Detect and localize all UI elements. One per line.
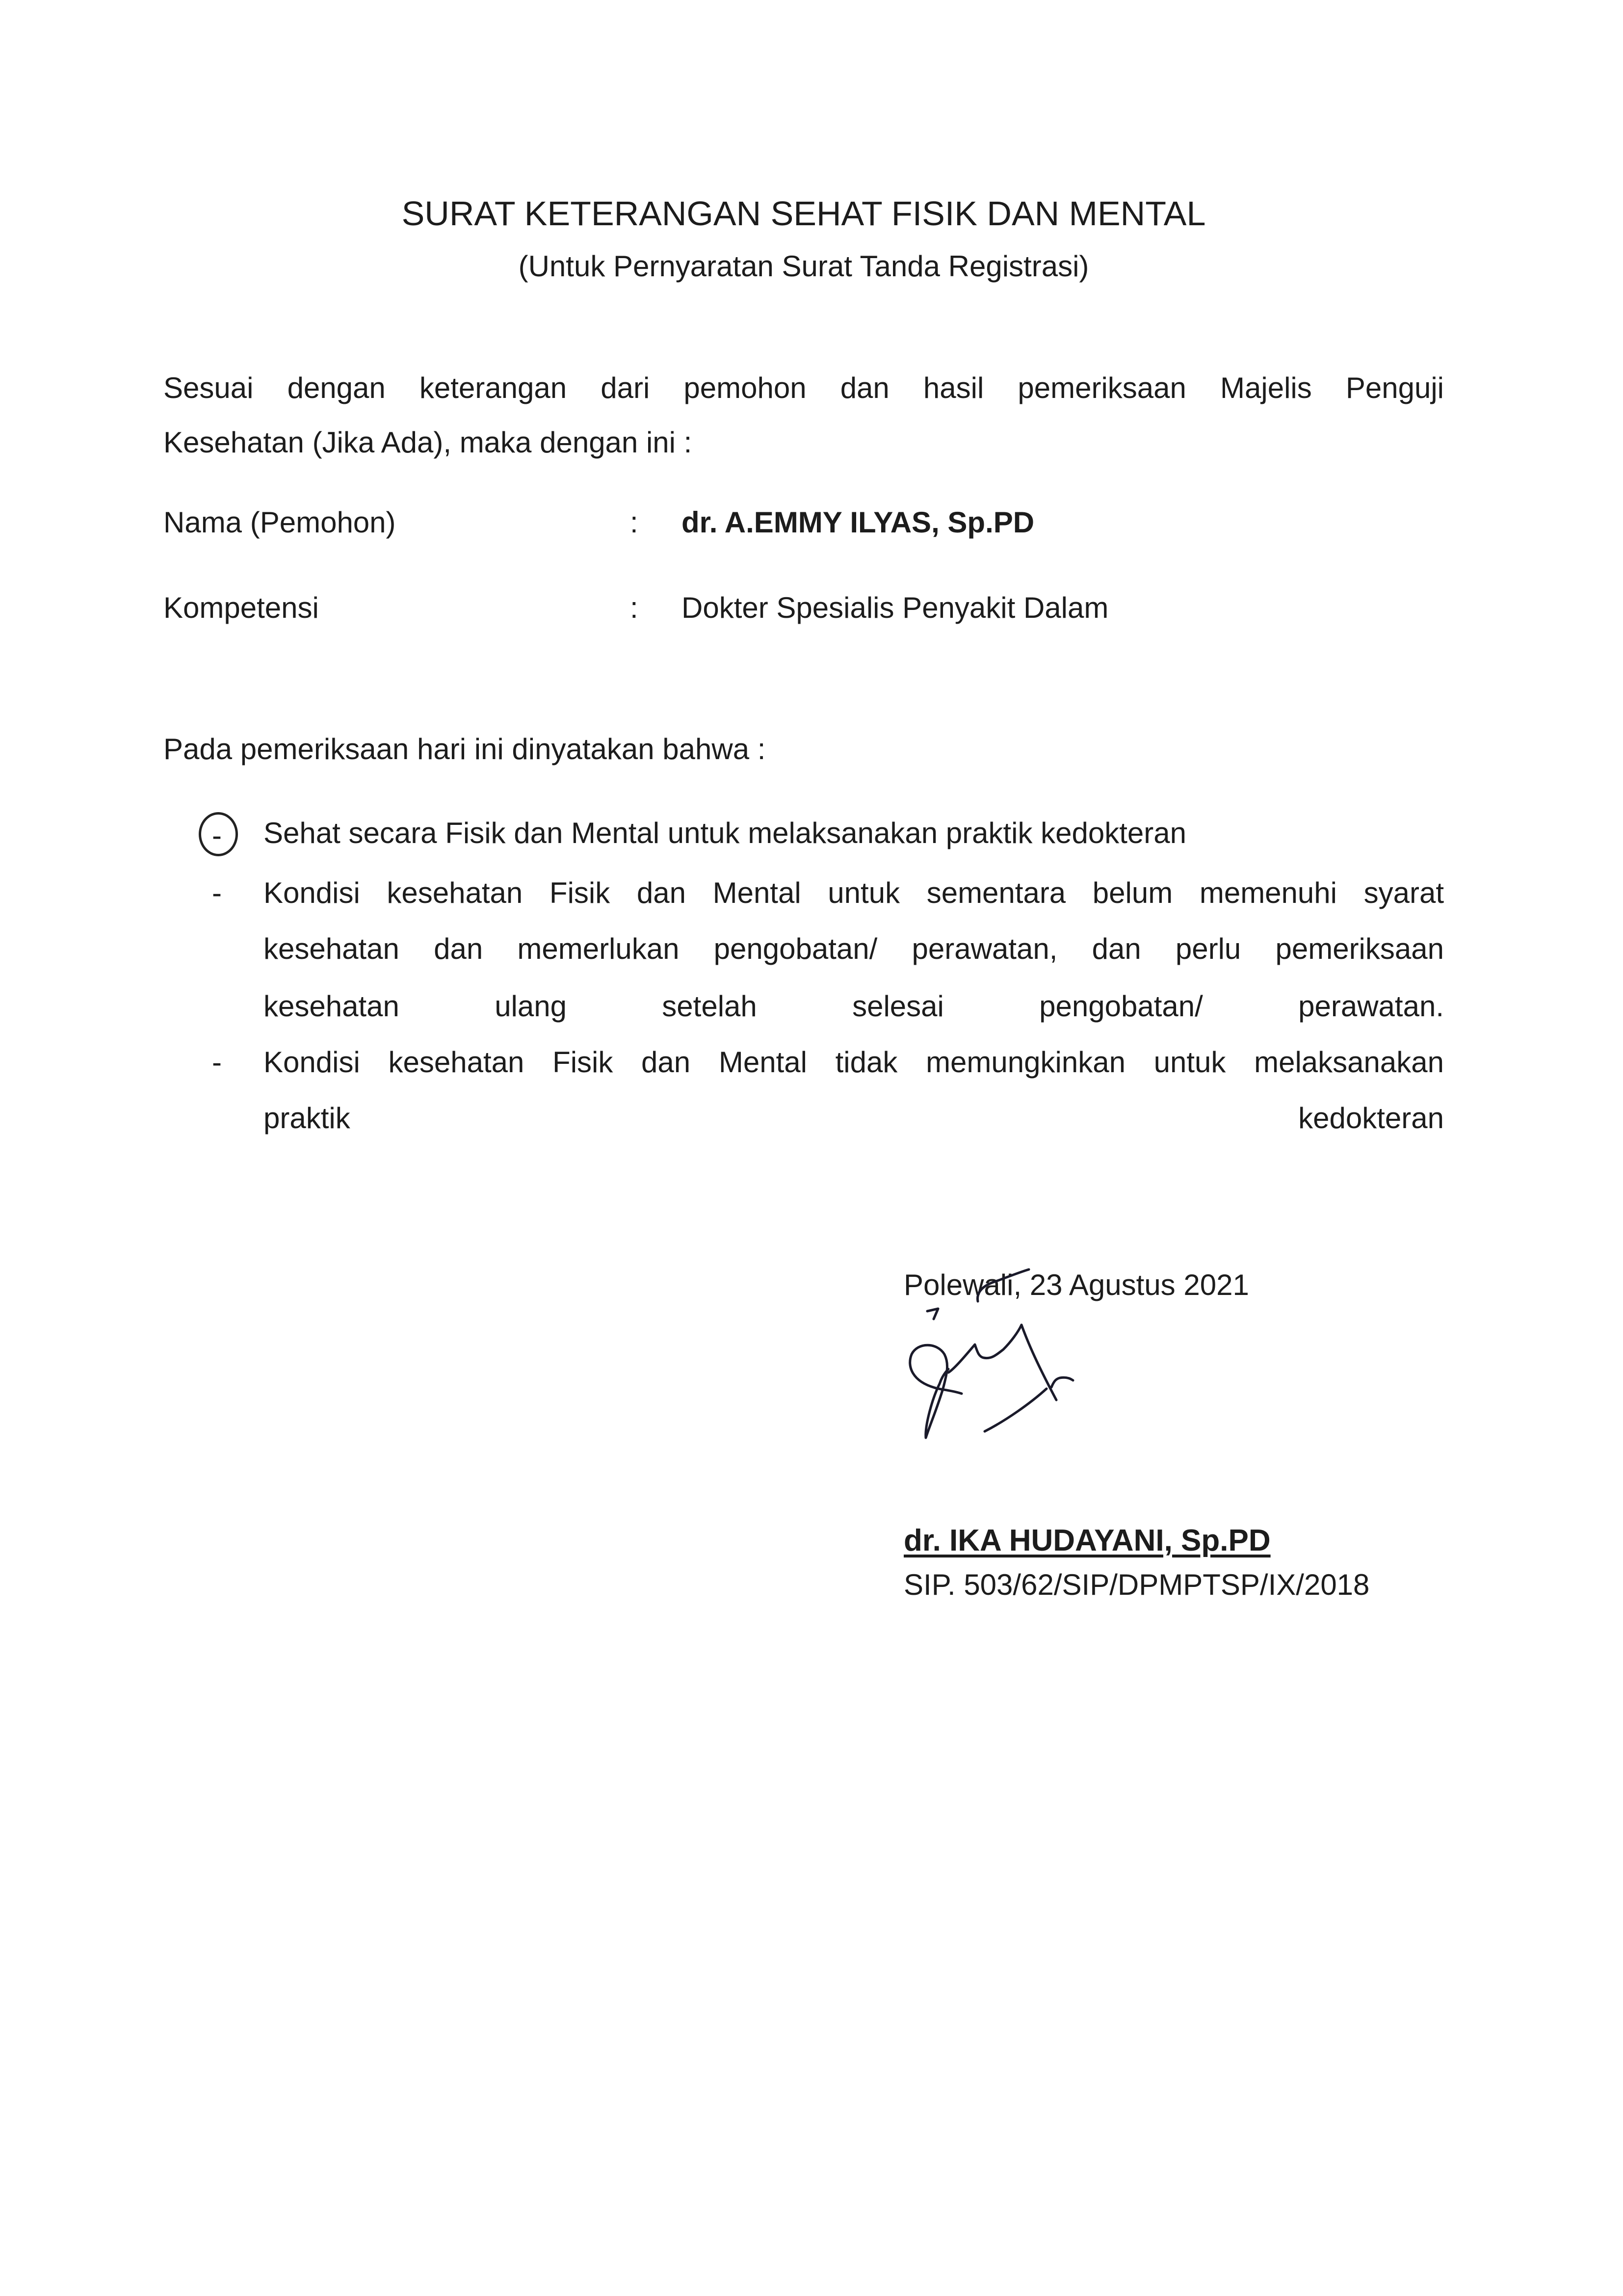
document-subtitle: (Untuk Pernyaratan Surat Tanda Registrasi): [518, 250, 1089, 283]
statement-intro: Pada pemeriksaan hari ini dinyatakan bahwa :: [163, 733, 766, 765]
option-marker: -: [212, 1046, 222, 1079]
option-2-line-3: kesehatan ulang setelah selesai pengobatan/ perawatan.: [263, 990, 1444, 1023]
signer-license-number: SIP. 503/62/SIP/DPMPTSP/IX/2018: [904, 1568, 1370, 1601]
field-colon: :: [630, 591, 638, 624]
option-2-line-2: kesehatan dan memerlukan pengobatan/ perawatan, dan perlu pemeriksaan: [263, 932, 1444, 965]
option-3-line-2: praktik kedokteran: [263, 1102, 1444, 1135]
intro-line-2: Kesehatan (Jika Ada), maka dengan ini :: [163, 426, 692, 459]
option-1-line-1: Sehat secara Fisik dan Mental untuk melaksanakan praktik kedokteran: [263, 817, 1187, 849]
option-2-line-1: Kondisi kesehatan Fisik dan Mental untuk sementara belum memenuhi syarat: [263, 876, 1444, 909]
field-colon: :: [630, 506, 638, 539]
signer-name: dr. IKA HUDAYANI, Sp.PD: [904, 1524, 1271, 1557]
option-marker: -: [212, 876, 222, 909]
option-3-line-1: Kondisi kesehatan Fisik dan Mental tidak memungkinkan untuk melaksanakan: [263, 1046, 1444, 1079]
option-marker: -: [212, 819, 222, 852]
document-title: SURAT KETERANGAN SEHAT FISIK DAN MENTAL: [401, 194, 1206, 233]
intro-line-1: Sesuai dengan keterangan dari pemohon dan hasil pemeriksaan Majelis Penguji: [163, 371, 1444, 404]
field-value-name: dr. A.EMMY ILYAS, Sp.PD: [681, 506, 1035, 539]
field-value-competency: Dokter Spesialis Penyakit Dalam: [681, 591, 1109, 624]
place-date: Polewali, 23 Agustus 2021: [904, 1268, 1249, 1301]
field-label-name: Nama (Pemohon): [163, 506, 396, 539]
field-label-competency: Kompetensi: [163, 591, 319, 624]
